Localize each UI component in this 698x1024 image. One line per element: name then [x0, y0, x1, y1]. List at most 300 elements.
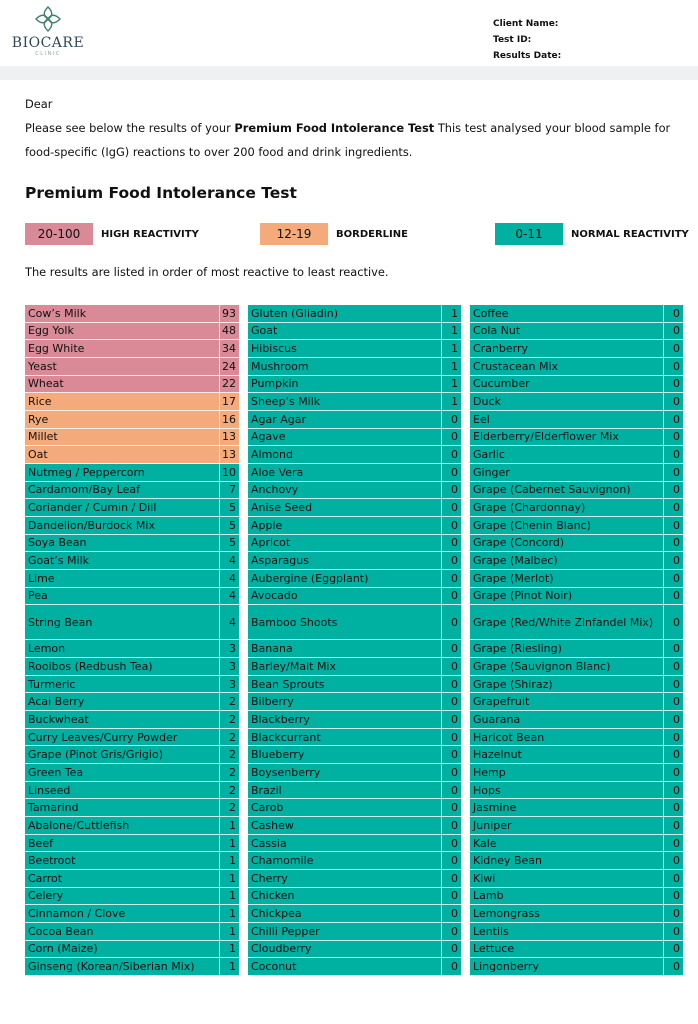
- reactivity-score: 0: [673, 536, 680, 550]
- result-row: [248, 305, 461, 323]
- food-name: Goat’s Milk: [25, 552, 220, 569]
- result-row: [25, 782, 239, 800]
- result-row: [25, 835, 239, 853]
- intro-line-2: food-specific (IgG) reactions to over 200 food and drink ingredients.: [25, 145, 413, 159]
- reactivity-score: 0: [673, 836, 680, 850]
- result-row: [25, 799, 239, 817]
- result-row: [25, 658, 239, 676]
- result-row: [470, 358, 683, 376]
- reactivity-score: 3: [229, 677, 236, 691]
- reactivity-score: 1: [229, 818, 236, 832]
- reactivity-score: 0: [673, 748, 680, 762]
- result-row: [25, 499, 239, 517]
- result-row: [248, 605, 461, 640]
- reactivity-score: 3: [229, 642, 236, 656]
- food-name: Agar Agar: [248, 411, 442, 428]
- reactivity-score: 0: [451, 836, 458, 850]
- food-name: Cherry: [248, 870, 442, 887]
- food-name: Anchovy: [248, 482, 442, 499]
- food-name: Grape (Pinot Gris/Grigio): [25, 746, 220, 763]
- reactivity-score: 0: [673, 854, 680, 868]
- result-row: [25, 323, 239, 341]
- reactivity-score: 0: [673, 615, 680, 629]
- food-name: Boysenberry: [248, 764, 442, 781]
- intro-suffix: This test analysed your blood sample for: [434, 121, 671, 135]
- reactivity-score: 5: [229, 501, 236, 515]
- food-name: Chickpea: [248, 905, 442, 922]
- result-row: [25, 358, 239, 376]
- reactivity-score: 0: [673, 430, 680, 444]
- reactivity-score: 10: [222, 465, 236, 479]
- reactivity-score: 0: [673, 395, 680, 409]
- food-name: Avocado: [248, 588, 442, 605]
- result-row: [470, 676, 683, 694]
- food-name: Barley/Malt Mix: [248, 658, 442, 675]
- result-row: [470, 852, 683, 870]
- reactivity-score: 0: [673, 589, 680, 603]
- food-name: Pumpkin: [248, 376, 442, 393]
- food-name: Cranberry: [470, 340, 664, 357]
- food-name: Lentils: [470, 923, 664, 940]
- page-header: [0, 0, 698, 66]
- result-row: [470, 429, 683, 447]
- reactivity-score: 0: [673, 924, 680, 938]
- reactivity-score: 0: [451, 615, 458, 629]
- food-name: Beetroot: [25, 852, 220, 869]
- food-name: Cow’s Milk: [25, 305, 220, 322]
- reactivity-score: 0: [451, 430, 458, 444]
- client-info: [493, 16, 561, 64]
- food-name: Rice: [25, 393, 220, 410]
- reactivity-score: 0: [673, 818, 680, 832]
- food-name: Elderberry/Elderflower Mix: [470, 429, 664, 446]
- result-row: [248, 640, 461, 658]
- reactivity-score: 0: [673, 801, 680, 815]
- food-name: Acai Berry: [25, 693, 220, 710]
- food-name: Grape (Pinot Noir): [470, 588, 664, 605]
- result-row: [25, 411, 239, 429]
- food-name: Guarana: [470, 711, 664, 728]
- reactivity-score: 0: [673, 501, 680, 515]
- result-row: [25, 552, 239, 570]
- result-row: [25, 676, 239, 694]
- food-name: Blueberry: [248, 746, 442, 763]
- food-name: Chilli Pepper: [248, 923, 442, 940]
- result-row: [470, 799, 683, 817]
- food-name: Corn (Maize): [25, 941, 220, 958]
- reactivity-score: 0: [451, 854, 458, 868]
- result-row: [248, 323, 461, 341]
- food-name: Grape (Chenin Blanc): [470, 517, 664, 534]
- reactivity-score: 1: [451, 377, 458, 391]
- result-row: [25, 711, 239, 729]
- food-name: Nutmeg / Peppercorn: [25, 464, 220, 481]
- food-name: Blackcurrant: [248, 729, 442, 746]
- reactivity-score: 93: [222, 306, 236, 320]
- reactivity-score: 0: [451, 501, 458, 515]
- result-row: [248, 393, 461, 411]
- food-name: Tamarind: [25, 799, 220, 816]
- leaf-logo-icon: [33, 4, 63, 34]
- reactivity-score: 0: [451, 465, 458, 479]
- result-row: [470, 605, 683, 640]
- reactivity-score: 1: [229, 942, 236, 956]
- result-row: [248, 588, 461, 606]
- reactivity-score: 0: [673, 765, 680, 779]
- reactivity-score: 0: [673, 306, 680, 320]
- reactivity-score: 2: [229, 783, 236, 797]
- result-row: [248, 340, 461, 358]
- food-name: Grape (Shiraz): [470, 676, 664, 693]
- reactivity-score: 2: [229, 765, 236, 779]
- reactivity-score: 0: [451, 448, 458, 462]
- reactivity-score: 0: [451, 765, 458, 779]
- result-row: [248, 923, 461, 941]
- reactivity-score: 0: [451, 589, 458, 603]
- food-name: Chicken: [248, 888, 442, 905]
- reactivity-score: 5: [229, 536, 236, 550]
- legend-high-label: HIGH REACTIVITY: [101, 228, 199, 240]
- intro-line-1: [25, 116, 685, 140]
- food-name: Cucumber: [470, 376, 664, 393]
- reactivity-score: 0: [673, 554, 680, 568]
- reactivity-score: 0: [673, 483, 680, 497]
- result-row: [248, 358, 461, 376]
- reactivity-score: 0: [673, 659, 680, 673]
- reactivity-score: 16: [222, 412, 236, 426]
- food-name: Bamboo Shoots: [248, 605, 442, 639]
- result-row: [25, 870, 239, 888]
- result-row: [248, 658, 461, 676]
- food-name: Curry Leaves/Curry Powder: [25, 729, 220, 746]
- food-name: Turmeric: [25, 676, 220, 693]
- reactivity-score: 13: [222, 448, 236, 462]
- food-name: Brazil: [248, 782, 442, 799]
- food-name: Cardamom/Bay Leaf: [25, 482, 220, 499]
- food-name: Pea: [25, 588, 220, 605]
- result-row: [470, 305, 683, 323]
- reactivity-score: 0: [673, 412, 680, 426]
- food-name: Hibiscus: [248, 340, 442, 357]
- reactivity-score: 0: [451, 960, 458, 974]
- legend-borderline-label: BORDERLINE: [336, 228, 408, 240]
- food-name: Lemon: [25, 640, 220, 657]
- result-row: [248, 746, 461, 764]
- results-column-1: [25, 305, 239, 976]
- result-row: [248, 941, 461, 959]
- intro-letter: [25, 92, 685, 164]
- reactivity-score: 0: [451, 412, 458, 426]
- logo-text: BIOCARE: [11, 35, 85, 51]
- food-name: Lamb: [470, 888, 664, 905]
- results-column-3: [470, 305, 683, 976]
- reactivity-score: 1: [229, 924, 236, 938]
- food-name: Aloe Vera: [248, 464, 442, 481]
- food-name: Goat: [248, 323, 442, 340]
- result-row: [470, 711, 683, 729]
- result-row: [470, 693, 683, 711]
- result-row: [248, 570, 461, 588]
- reactivity-score: 0: [451, 871, 458, 885]
- result-row: [248, 799, 461, 817]
- result-row: [470, 817, 683, 835]
- result-row: [470, 764, 683, 782]
- food-name: Kale: [470, 835, 664, 852]
- food-name: Grape (Sauvignon Blanc): [470, 658, 664, 675]
- food-name: Apricot: [248, 535, 442, 552]
- result-row: [25, 817, 239, 835]
- food-name: Mushroom: [248, 358, 442, 375]
- result-row: [25, 764, 239, 782]
- reactivity-score: 22: [222, 377, 236, 391]
- result-row: [25, 393, 239, 411]
- reactivity-score: 4: [229, 589, 236, 603]
- reactivity-score: 17: [222, 395, 236, 409]
- food-name: Millet: [25, 429, 220, 446]
- reactivity-score: 1: [451, 395, 458, 409]
- reactivity-score: 3: [229, 659, 236, 673]
- reactivity-score: 2: [229, 712, 236, 726]
- result-row: [470, 499, 683, 517]
- order-note: The results are listed in order of most reactive to least reactive.: [25, 265, 389, 279]
- food-name: Lingonberry: [470, 958, 664, 975]
- reactivity-score: 0: [673, 907, 680, 921]
- result-row: [470, 888, 683, 906]
- result-row: [470, 552, 683, 570]
- food-name: Beef: [25, 835, 220, 852]
- food-name: Oat: [25, 446, 220, 463]
- reactivity-score: 0: [673, 518, 680, 532]
- food-name: Grape (Malbec): [470, 552, 664, 569]
- food-name: Chamomile: [248, 852, 442, 869]
- reactivity-score: 1: [229, 854, 236, 868]
- result-row: [25, 588, 239, 606]
- food-name: Celery: [25, 888, 220, 905]
- reactivity-score: 4: [229, 554, 236, 568]
- legend-high-chip: 20-100: [25, 223, 93, 245]
- reactivity-score: 5: [229, 518, 236, 532]
- food-name: Green Tea: [25, 764, 220, 781]
- result-row: [248, 729, 461, 747]
- result-row: [248, 552, 461, 570]
- result-row: [25, 958, 239, 976]
- reactivity-score: 0: [673, 783, 680, 797]
- result-row: [248, 711, 461, 729]
- food-name: Lettuce: [470, 941, 664, 958]
- result-row: [25, 729, 239, 747]
- legend-normal-label: NORMAL REACTIVITY: [571, 228, 689, 240]
- food-name: Hemp: [470, 764, 664, 781]
- food-name: Linseed: [25, 782, 220, 799]
- result-row: [470, 570, 683, 588]
- reactivity-score: 0: [673, 324, 680, 338]
- food-name: Egg White: [25, 340, 220, 357]
- food-name: Hops: [470, 782, 664, 799]
- reactivity-score: 1: [229, 960, 236, 974]
- reactivity-score: 0: [451, 924, 458, 938]
- legend-normal: [495, 223, 689, 245]
- legend-normal-chip: 0-11: [495, 223, 563, 245]
- result-row: [470, 535, 683, 553]
- reactivity-score: 0: [451, 536, 458, 550]
- result-row: [470, 323, 683, 341]
- food-name: Grape (Chardonnay): [470, 499, 664, 516]
- food-name: Sheep’s Milk: [248, 393, 442, 410]
- result-row: [470, 958, 683, 976]
- result-row: [470, 446, 683, 464]
- result-row: [25, 852, 239, 870]
- food-name: Yeast: [25, 358, 220, 375]
- section-title: Premium Food Intolerance Test: [25, 184, 297, 202]
- food-name: Cinnamon / Clove: [25, 905, 220, 922]
- reactivity-score: 0: [673, 730, 680, 744]
- result-row: [248, 905, 461, 923]
- food-name: Wheat: [25, 376, 220, 393]
- reactivity-score: 1: [229, 836, 236, 850]
- food-name: Rye: [25, 411, 220, 428]
- food-name: Gluten (Gliadin): [248, 305, 442, 322]
- reactivity-score: 0: [451, 571, 458, 585]
- reactivity-score: 0: [673, 571, 680, 585]
- result-row: [25, 570, 239, 588]
- test-id-label: Test ID:: [493, 35, 532, 45]
- reactivity-score: 0: [451, 483, 458, 497]
- reactivity-score: 2: [229, 748, 236, 762]
- result-row: [470, 782, 683, 800]
- result-row: [248, 888, 461, 906]
- food-name: Coriander / Cumin / Dill: [25, 499, 220, 516]
- reactivity-score: 0: [451, 518, 458, 532]
- result-row: [248, 446, 461, 464]
- reactivity-score: 0: [451, 659, 458, 673]
- result-row: [248, 517, 461, 535]
- food-name: Jasmine: [470, 799, 664, 816]
- reactivity-score: 0: [673, 677, 680, 691]
- result-row: [25, 446, 239, 464]
- biocare-logo: [8, 4, 88, 57]
- reactivity-score: 0: [451, 677, 458, 691]
- food-name: Asparagus: [248, 552, 442, 569]
- food-name: String Bean: [25, 605, 220, 639]
- result-row: [470, 393, 683, 411]
- result-row: [248, 817, 461, 835]
- result-row: [470, 870, 683, 888]
- reactivity-score: 0: [451, 907, 458, 921]
- food-name: Cashew: [248, 817, 442, 834]
- reactivity-score: 13: [222, 430, 236, 444]
- result-row: [470, 923, 683, 941]
- food-name: Cola Nut: [470, 323, 664, 340]
- reactivity-score: 0: [673, 871, 680, 885]
- result-row: [25, 746, 239, 764]
- result-row: [248, 835, 461, 853]
- result-row: [25, 888, 239, 906]
- result-row: [25, 376, 239, 394]
- food-name: Soya Bean: [25, 535, 220, 552]
- result-row: [470, 464, 683, 482]
- reactivity-score: 0: [451, 801, 458, 815]
- reactivity-score: 0: [673, 448, 680, 462]
- result-row: [25, 941, 239, 959]
- result-row: [470, 376, 683, 394]
- reactivity-score: 0: [673, 465, 680, 479]
- reactivity-score: 0: [451, 783, 458, 797]
- result-row: [470, 905, 683, 923]
- result-row: [470, 411, 683, 429]
- food-name: Hazelnut: [470, 746, 664, 763]
- food-name: Aubergine (Eggplant): [248, 570, 442, 587]
- result-row: [248, 852, 461, 870]
- reactivity-score: 1: [451, 359, 458, 373]
- result-row: [25, 305, 239, 323]
- food-name: Ginseng (Korean/Siberian Mix): [25, 958, 220, 975]
- result-row: [25, 482, 239, 500]
- reactivity-score: 0: [673, 695, 680, 709]
- reactivity-score: 0: [451, 818, 458, 832]
- intro-prefix: Please see below the results of your: [25, 121, 235, 135]
- result-row: [248, 782, 461, 800]
- food-name: Lemongrass: [470, 905, 664, 922]
- food-name: Bean Sprouts: [248, 676, 442, 693]
- food-name: Coffee: [470, 305, 664, 322]
- reactivity-score: 4: [229, 615, 236, 629]
- food-name: Kiwi: [470, 870, 664, 887]
- food-name: Grapefruit: [470, 693, 664, 710]
- food-name: Lime: [25, 570, 220, 587]
- legend-borderline: [260, 223, 408, 245]
- food-name: Ginger: [470, 464, 664, 481]
- reactivity-score: 2: [229, 695, 236, 709]
- result-row: [25, 923, 239, 941]
- result-row: [248, 693, 461, 711]
- result-row: [470, 746, 683, 764]
- reactivity-score: 1: [229, 889, 236, 903]
- food-name: Haricot Bean: [470, 729, 664, 746]
- reactivity-score: 0: [451, 748, 458, 762]
- food-name: Dandelion/Burdock Mix: [25, 517, 220, 534]
- reactivity-score: 2: [229, 801, 236, 815]
- reactivity-score: 34: [222, 342, 236, 356]
- results-column-2: [248, 305, 461, 976]
- food-name: Cocoa Bean: [25, 923, 220, 940]
- food-name: Apple: [248, 517, 442, 534]
- result-row: [25, 517, 239, 535]
- result-row: [470, 517, 683, 535]
- result-row: [470, 482, 683, 500]
- reactivity-score: 0: [673, 359, 680, 373]
- food-name: Grape (Cabernet Sauvignon): [470, 482, 664, 499]
- reactivity-score: 1: [451, 306, 458, 320]
- food-name: Kidney Bean: [470, 852, 664, 869]
- result-row: [25, 464, 239, 482]
- result-row: [25, 340, 239, 358]
- results-date-label: Results Date:: [493, 51, 562, 61]
- result-row: [248, 376, 461, 394]
- result-row: [248, 958, 461, 976]
- food-name: Blackberry: [248, 711, 442, 728]
- food-name: Buckwheat: [25, 711, 220, 728]
- food-name: Anise Seed: [248, 499, 442, 516]
- reactivity-score: 48: [222, 324, 236, 338]
- reactivity-score: 0: [451, 889, 458, 903]
- reactivity-score: 0: [673, 377, 680, 391]
- logo-subtext: CLINIC: [35, 51, 61, 57]
- reactivity-score: 1: [229, 871, 236, 885]
- food-name: Cassia: [248, 835, 442, 852]
- food-name: Juniper: [470, 817, 664, 834]
- reactivity-score: 0: [451, 712, 458, 726]
- reactivity-score: 0: [673, 342, 680, 356]
